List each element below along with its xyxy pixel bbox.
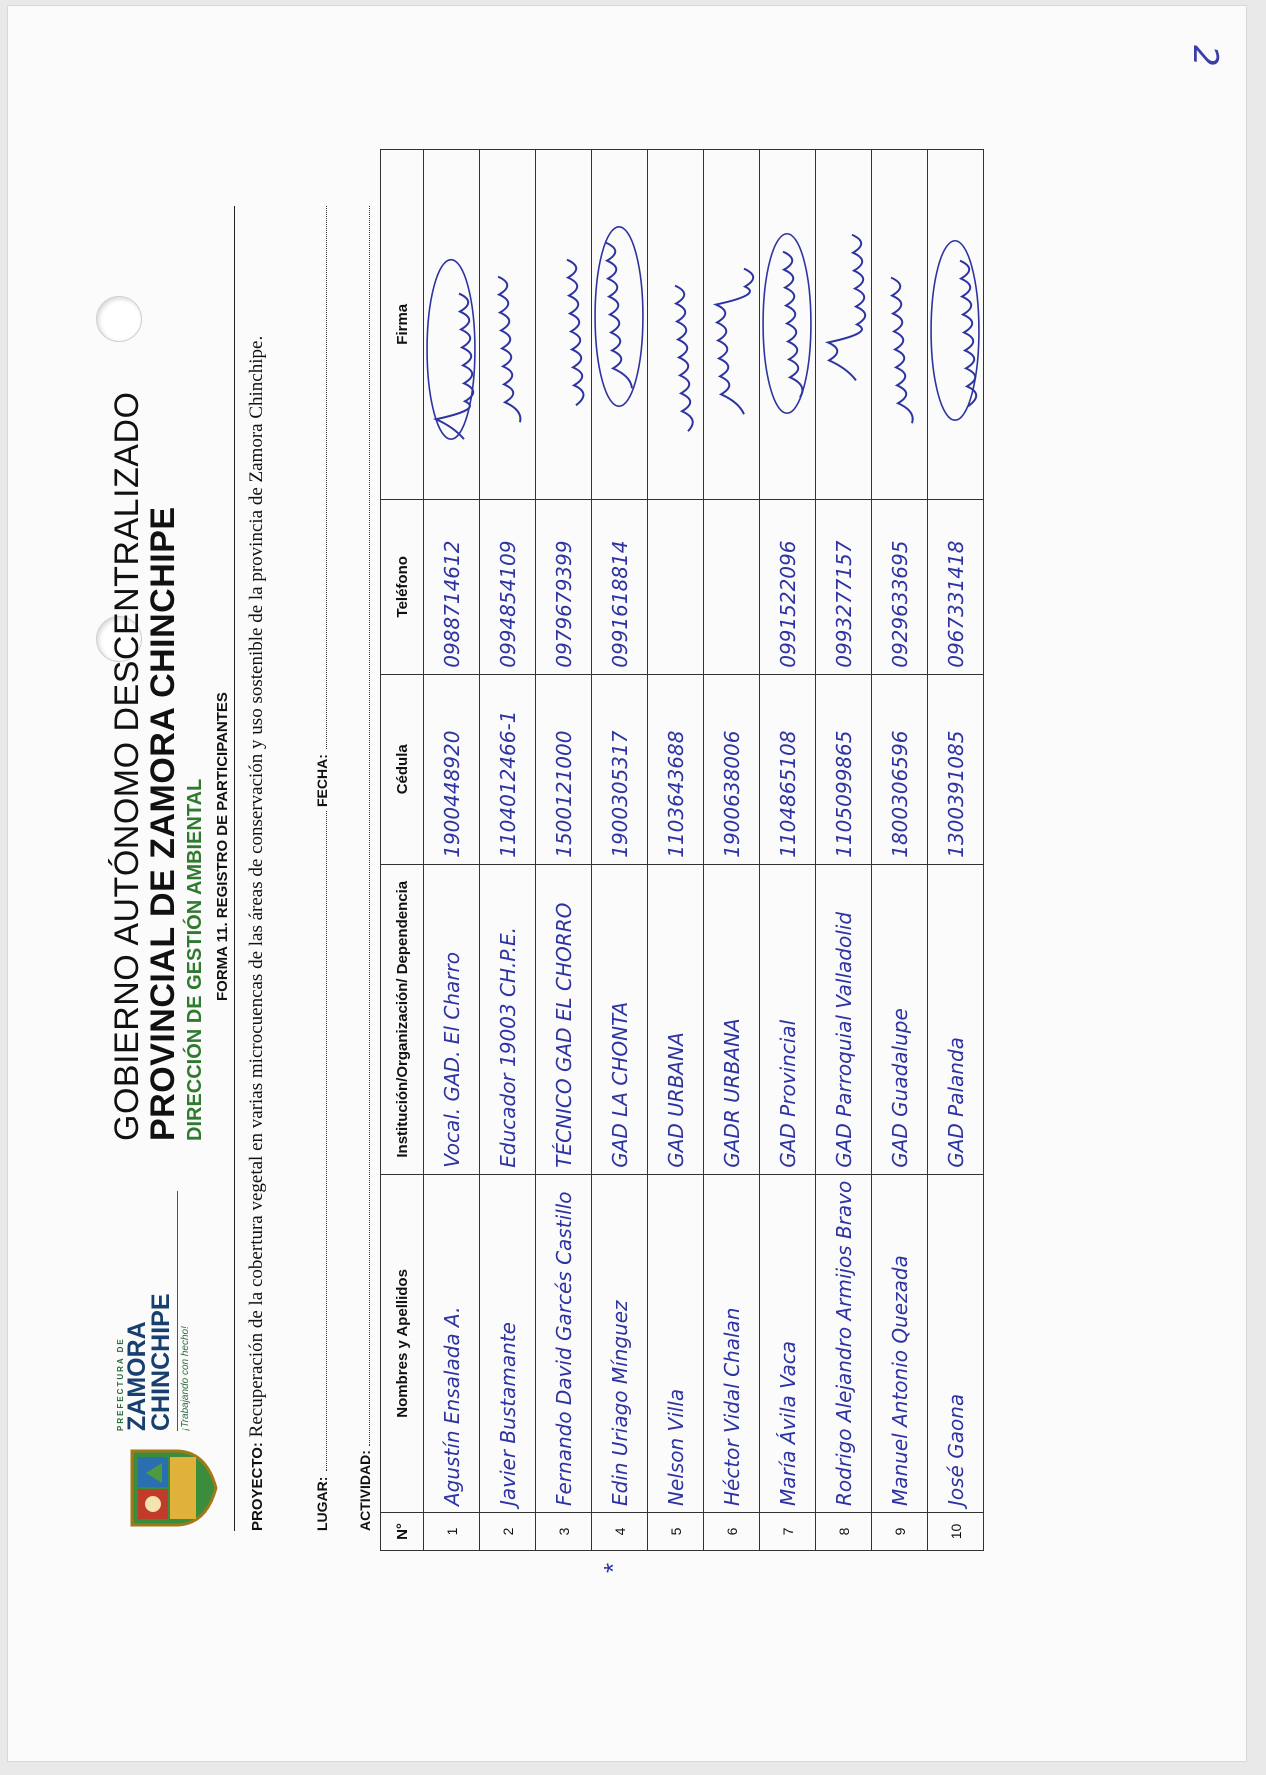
title-line2: PROVINCIAL DE ZAMORA CHINCHIPE [144,506,182,1141]
row-number: 4 [592,1513,648,1551]
participant-institution: Vocal. GAD. El Charro [424,864,480,1174]
participant-signature [928,149,984,499]
participant-cedula: 1500121000 [536,674,592,864]
table-header-row [381,149,424,1550]
participant-cedula: 1900448920 [424,674,480,864]
participant-phone [704,499,760,674]
participant-phone: 0991522096 [760,499,816,674]
participant-institution: GAD LA CHONTA [592,864,648,1174]
participant-institution: GAD URBANA [648,864,704,1174]
table-row [928,149,984,1550]
asterisk-mark: * [598,1562,628,1573]
row-number: 9 [872,1513,928,1551]
project-label: PROYECTO: [249,1442,266,1531]
participant-phone: 0994854109 [480,499,536,674]
row-number: 10 [928,1513,984,1551]
handwritten-signature [480,150,535,499]
handwritten-signature [760,150,815,499]
table-row [872,149,928,1550]
participant-phone: 0967331418 [928,499,984,674]
participant-cedula: 1800306596 [872,674,928,864]
participant-institution: GAD Provincial [760,864,816,1174]
participant-cedula: 1900305317 [592,674,648,864]
row-number: 1 [424,1513,480,1551]
participant-cedula: 1104865108 [760,674,816,864]
logo-line2: CHINCHIPE [147,1293,175,1431]
participant-name: Agustín Ensalada A. [424,1174,480,1512]
participant-cedula: 1900638006 [704,674,760,864]
table-row [648,149,704,1550]
participant-cedula: 1103643688 [648,674,704,864]
participant-name: Javier Bustamante [480,1174,536,1512]
row-number: 8 [816,1513,872,1551]
participant-signature [704,149,760,499]
table-row [536,149,592,1550]
row-number: 5 [648,1513,704,1551]
actividad-field [369,206,370,1446]
participant-phone: 0929633695 [872,499,928,674]
participant-signature [592,149,648,499]
project-description [246,201,269,1531]
participant-signature [536,149,592,499]
prefectura-logo-text [116,1191,191,1431]
header-signature: Firma [381,149,424,499]
participant-phone: 0979679399 [536,499,592,674]
row-number: 7 [760,1513,816,1551]
participant-name: Rodrigo Alejandro Armijos Bravo [816,1174,872,1512]
participant-signature [760,149,816,499]
handwritten-signature [648,150,703,499]
logo-prefix: PREFECTURA DE [116,1337,125,1431]
participant-institution: GAD Guadalupe [872,864,928,1174]
header-cedula: Cédula [381,674,424,864]
participant-signature [816,149,872,499]
participant-institution: TÉCNICO GAD EL CHORRO [536,864,592,1174]
row-number: 3 [536,1513,592,1551]
row-number: 6 [704,1513,760,1551]
participant-signature [872,149,928,499]
handwritten-signature [704,150,759,499]
participant-signature [480,149,536,499]
handwritten-signature [928,150,983,499]
row-number: 2 [480,1513,536,1551]
fecha-label: FECHA: [314,750,330,811]
lugar-field [326,751,327,1471]
document-page [8,6,1246,1761]
participant-institution: GADR URBANA [704,864,760,1174]
table-row [480,149,536,1550]
participant-name: Manuel Antonio Quezada [872,1174,928,1512]
department-title: DIRECCIÓN DE GESTIÓN AMBIENTAL [184,778,206,1141]
rotated-form [8,6,1246,1761]
participant-name: Edin Uriago Mínguez [592,1174,648,1512]
header-rule [234,206,235,1531]
table-row [424,149,480,1550]
participants-table [380,149,984,1551]
handwritten-signature [816,150,871,499]
participant-phone: 0993277157 [816,499,872,674]
header-name: Nombres y Apellidos [381,1174,424,1512]
header-phone: Teléfono [381,499,424,674]
handwritten-signature [872,150,927,499]
participant-name: María Ávila Vaca [760,1174,816,1512]
participant-name: José Gaona [928,1174,984,1512]
participant-institution: GAD Parroquial Valladolid [816,864,872,1174]
participant-cedula: 1104012466-1 [480,674,536,864]
actividad-label: ACTIVIDAD: [357,1450,373,1531]
participant-name: Héctor Vidal Chalan [704,1174,760,1512]
participant-name: Nelson Villa [648,1174,704,1512]
handwritten-signature [592,150,647,499]
logo-line1: ZAMORA [123,1321,151,1431]
participant-name: Fernando David Garcés Castillo [536,1174,592,1512]
form-title: FORMA 11. REGISTRO DE PARTICIPANTES [214,692,231,1001]
table-row [704,149,760,1550]
title-line1: GOBIERNO AUTÓNOMO DESCENTRALIZADO [108,391,146,1141]
project-text: Recuperación de la cobertura vegetal en varias microcuencas de las áreas de conservación y uso sostenible de la provincia de Zamora Chinchipe. [246,335,267,1438]
handwritten-signature [424,150,479,499]
fecha-field [326,206,327,751]
table-row [592,149,648,1550]
handwritten-signature [536,150,591,499]
table-row [816,149,872,1550]
page-number: 2 [1185,45,1226,67]
header-number: N° [381,1513,424,1551]
participant-cedula: 1300391085 [928,674,984,864]
prefectura-shield-logo [126,1445,218,1531]
participant-phone [648,499,704,674]
table-row [760,149,816,1550]
participant-institution: Educador 19003 CH.P.E. [480,864,536,1174]
participant-phone: 0988714612 [424,499,480,674]
logo-slogan: ¡Trabajando con hecho! [177,1191,191,1431]
participant-cedula: 1105099865 [816,674,872,864]
lugar-label: LUGAR: [314,1476,330,1531]
participant-signature [648,149,704,499]
participant-signature [424,149,480,499]
header-institution: Institución/Organización/ Dependencia [381,864,424,1174]
participant-phone: 0991618814 [592,499,648,674]
participant-institution: GAD Palanda [928,864,984,1174]
